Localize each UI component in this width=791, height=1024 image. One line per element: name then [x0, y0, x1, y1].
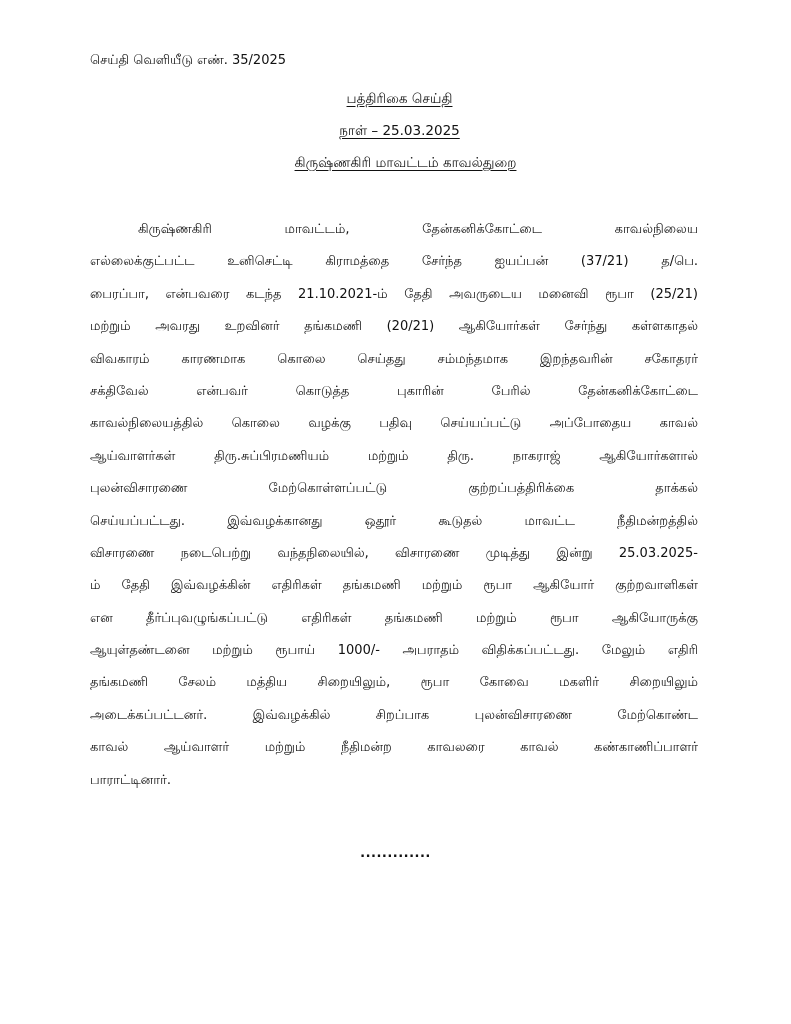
body-line: ஆய்வாளர்கள் திரு.சுப்பிரமணியம் மற்றும் திரு. நாகராஜ் ஆகியோர்களால் [90, 448, 698, 464]
document-title: பத்திரிகை செய்தி [346, 91, 453, 107]
body-line: காவல்நிலையத்தில் கொலை வழக்கு பதிவு செய்யப்பட்டு அப்போதைய காவல் [90, 416, 698, 432]
body-line: பைரப்பா, என்பவரை கடந்த 21.10.2021-ம் தேதி அவருடைய மனைவி ரூபா (25/21) [90, 286, 698, 302]
body-line: விவகாரம் காரணமாக கொலை செய்தது சம்மந்தமாக இறந்தவரின் சகோதரர் [90, 351, 698, 367]
body-line: மற்றும் அவரது உறவினர் தங்கமணி (20/21) ஆகியோர்கள் சேர்ந்து கள்ளகாதல் [90, 319, 698, 335]
body-line: பாராட்டினார். [90, 772, 171, 788]
date-line: நாள் – 25.03.2025 [339, 123, 460, 139]
body-line: காவல் ஆய்வாளர் மற்றும் நீதிமன்ற காவலரை காவல் கண்காணிப்பாளர் [90, 740, 698, 756]
body-line: அடைக்கப்பட்டனர். இவ்வழக்கில் சிறப்பாக புலன்விசாரணை மேற்கொண்ட [90, 707, 698, 723]
body-line: விசாரணை நடைபெற்று வந்தநிலையில், விசாரணை முடித்து இன்று 25.03.2025- [90, 545, 698, 561]
press-release-body [90, 220, 698, 803]
body-line: செய்யப்பட்டது. இவ்வழக்கானது ஒதூர் கூடுதல் மாவட்ட நீதிமன்றத்தில் [90, 513, 698, 529]
body-line: புலன்விசாரணை மேற்கொள்ளப்பட்டு குற்றப்பத்திரிக்கை தாக்கல் [90, 481, 698, 497]
body-line: கிருஷ்ணகிரி மாவட்டம், தேன்கனிக்கோட்டை காவல்நிலைய [138, 222, 698, 237]
release-number: செய்தி வெளியீடு எண். 35/2025 [90, 53, 287, 68]
body-line: எல்லைக்குட்பட்ட உனிசெட்டி கிராமத்தை சேர்ந்த ஐயப்பன் (37/21) த/பெ. [90, 254, 698, 270]
office-heading: கிருஷ்ணகிரி மாவட்டம் காவல்துறை [294, 155, 517, 171]
body-line: என தீர்ப்புவழுங்கப்பட்டு எதிரிகள் தங்கமணி மற்றும் ரூபா ஆகியோருக்கு [90, 610, 698, 626]
end-marker: ............. [360, 846, 431, 861]
body-line: ஆயுள்தண்டனை மற்றும் ரூபாய் 1000/- அபராதம் விதிக்கப்பட்டது. மேலும் எதிரி [90, 643, 698, 659]
body-line: சக்திவேல் என்பவர் கொடுத்த புகாரின் பேரில் தேன்கனிக்கோட்டை [90, 383, 698, 399]
body-line: தங்கமணி சேலம் மத்திய சிறையிலும், ரூபா கோவை மகளிர் சிறையிலும் [90, 675, 698, 691]
body-line: ம் தேதி இவ்வழக்கின் எதிரிகள் தங்கமணி மற்றும் ரூபா ஆகியோர் குற்றவாளிகள் [90, 578, 698, 594]
